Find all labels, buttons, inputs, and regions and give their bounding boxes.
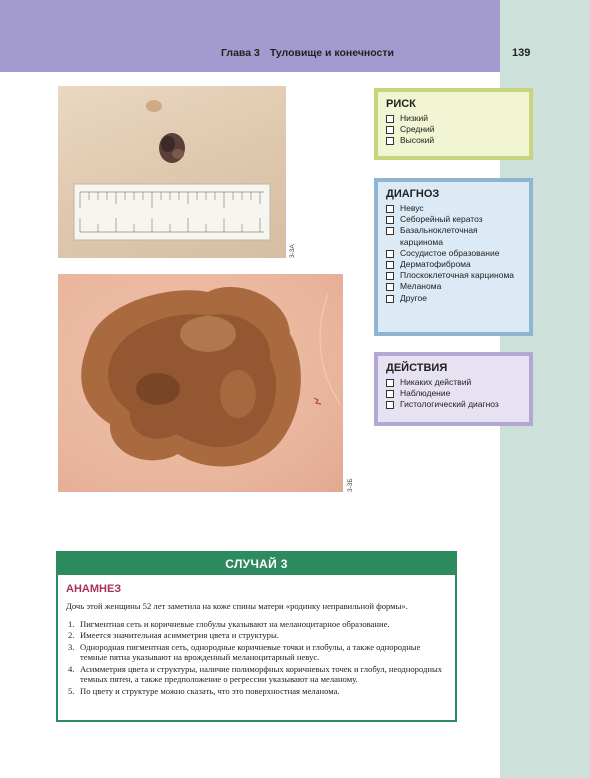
checkbox-icon[interactable]	[386, 126, 394, 134]
dermoscopy-photo-drawing	[58, 274, 343, 492]
diagnosis-option[interactable]	[386, 259, 521, 270]
case-intro: Дочь этой женщины 52 лет заметила на коже спины матери «родинку неправильной формы».	[66, 601, 408, 611]
clinical-photo	[58, 86, 286, 258]
diagnosis-box	[374, 178, 533, 336]
case-box	[56, 551, 457, 722]
risk-option-medium[interactable]	[386, 124, 521, 135]
action-option-label: Гистологический диагноз	[400, 399, 499, 410]
checkbox-icon[interactable]	[386, 216, 394, 224]
page-number: 139	[512, 47, 531, 59]
finding-item: 3. Однородная пигментная сеть, однородные коричневые точки и глобулы, а также однородные темные пятна указывают на врожденный меланоцитарный невус.	[68, 641, 421, 663]
diagnosis-option[interactable]	[386, 293, 521, 304]
action-option[interactable]	[386, 388, 521, 399]
figure-label-b: 3-3Б	[347, 478, 354, 492]
running-header	[221, 47, 394, 59]
finding-item: 4. Асимметрия цвета и структуры, наличие полиморфных коричневых точек и глобул, неоднородных темных пятен, а также предположение о регрессии указывают на меланому.	[68, 663, 443, 685]
diagnosis-option-label: Другое	[400, 292, 428, 303]
checkbox-icon[interactable]	[386, 137, 394, 145]
figure-label-a: 3-3А	[289, 244, 296, 258]
action-option-label: Никаких действий	[400, 377, 472, 387]
checkbox-icon[interactable]	[386, 390, 394, 398]
finding-text: По цвету и структуре можно сказать, что это поверхностная меланома.	[80, 685, 340, 696]
header-band	[0, 0, 500, 72]
clinical-photo-drawing	[58, 86, 286, 258]
finding-text: Пигментная сеть и коричневые глобулы указывают на меланоцитарное образование.	[80, 619, 390, 629]
diagnosis-option[interactable]	[386, 270, 521, 281]
checkbox-icon[interactable]	[386, 295, 394, 303]
checkbox-icon[interactable]	[386, 283, 394, 291]
actions-box	[374, 352, 533, 426]
finding-text: Имеется значительная асимметрия цвета и структуры.	[80, 630, 279, 641]
checkbox-icon[interactable]	[386, 205, 394, 213]
diagnosis-options	[386, 203, 521, 304]
diagnosis-option-label: Меланома	[400, 281, 442, 292]
finding-item: 2. Имеется значительная асимметрия цвета и структуры.	[68, 630, 279, 641]
risk-options	[386, 113, 521, 147]
chapter-title: Туловище и конечности	[269, 47, 394, 59]
finding-item: 5. По цвету и структуре можно сказать, что это поверхностная меланома.	[68, 685, 340, 696]
risk-option-high[interactable]	[386, 135, 521, 146]
diagnosis-option[interactable]	[386, 281, 521, 292]
case-title: СЛУЧАЙ 3	[58, 553, 455, 575]
action-option[interactable]	[386, 399, 521, 410]
checkbox-icon[interactable]	[386, 250, 394, 258]
finding-text: Асимметрия цвета и структуры, наличие полиморфных коричневых точек и глобул, неоднородных темных пятен, а также предположение о регрессии указывают на меланому.	[80, 663, 443, 685]
diagnosis-option-label: Плоскоклеточная карцинома	[400, 270, 515, 281]
finding-text: Однородная пигментная сеть, однородные коричневые точки и глобулы, а также однородные темные пятна указывают на врожденный меланоцитарный невус.	[80, 641, 421, 663]
dermoscopy-photo	[58, 274, 343, 492]
checkbox-icon[interactable]	[386, 272, 394, 280]
actions-options	[386, 377, 521, 411]
action-option[interactable]	[386, 377, 521, 388]
checkbox-icon[interactable]	[386, 227, 394, 235]
case-body	[58, 575, 455, 696]
chapter-label: Глава 3	[220, 47, 260, 59]
diagnosis-option[interactable]	[386, 248, 521, 259]
risk-option-label: Средний	[400, 124, 435, 135]
checkbox-icon[interactable]	[386, 401, 394, 409]
risk-option-label: Низкий	[400, 113, 428, 123]
risk-option-label: Высокий	[400, 135, 435, 146]
diagnosis-title: ДИАГНОЗ	[386, 188, 440, 200]
diagnosis-option-label: Сосудистое образование	[400, 247, 500, 258]
risk-box	[374, 88, 533, 160]
action-option-label: Наблюдение	[400, 388, 451, 399]
finding-item: 1. Пигментная сеть и коричневые глобулы указывают на меланоцитарное образование.	[68, 619, 390, 629]
diagnosis-option-label: Дерматофиброма	[400, 259, 471, 270]
actions-title: ДЕЙСТВИЯ	[386, 362, 448, 374]
risk-title: РИСК	[386, 98, 416, 110]
diagnosis-option-label: Невус	[400, 203, 424, 213]
diagnosis-option[interactable]	[386, 225, 521, 247]
risk-option-low[interactable]	[386, 113, 521, 124]
checkbox-icon[interactable]	[386, 115, 394, 123]
diagnosis-option-label: Базальноклеточная карцинома	[400, 225, 478, 247]
diagnosis-option-label: Себорейный кератоз	[400, 214, 483, 225]
findings-list	[66, 619, 447, 696]
anamnesis-heading: АНАМНЕЗ	[66, 583, 122, 595]
checkbox-icon[interactable]	[386, 261, 394, 269]
diagnosis-option[interactable]	[386, 214, 521, 225]
diagnosis-option[interactable]	[386, 203, 521, 214]
checkbox-icon[interactable]	[386, 379, 394, 387]
